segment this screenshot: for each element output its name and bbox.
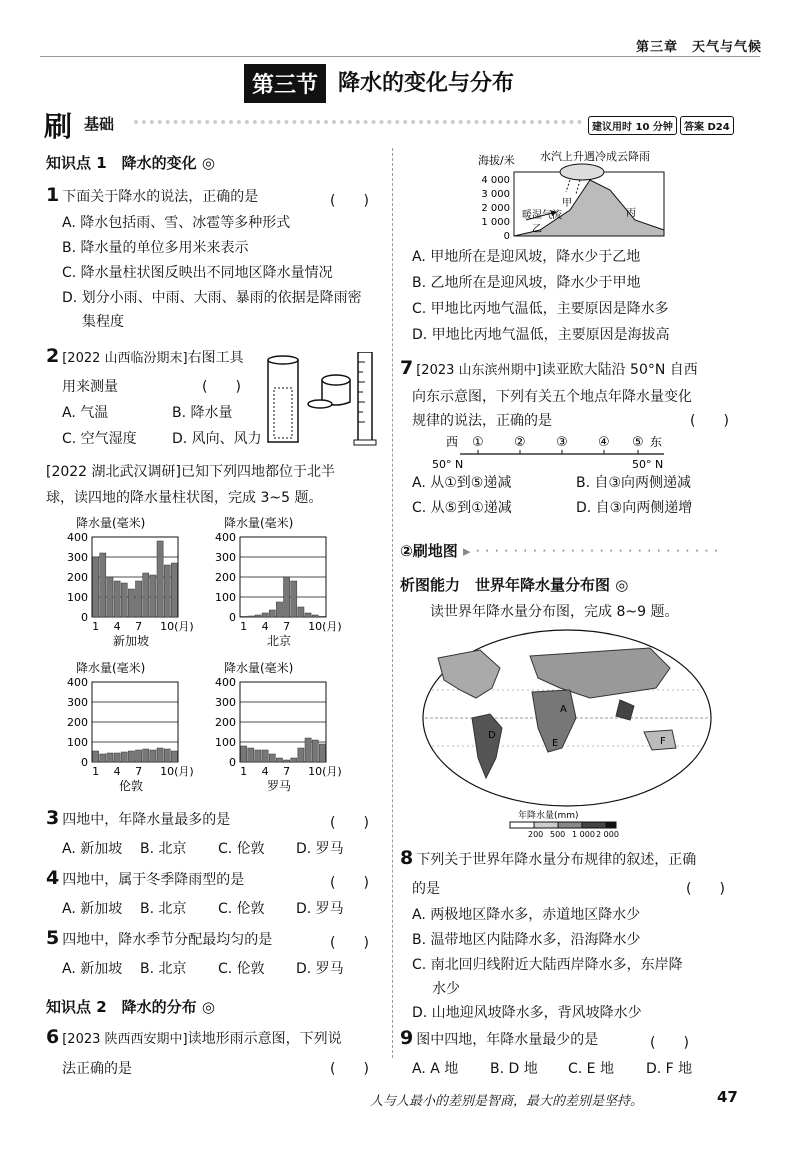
y-tick-label: 200 [67, 571, 88, 584]
bar [107, 753, 113, 762]
q5-option-c: C. 伦敦 [218, 961, 265, 977]
q9-option-b: B. D 地 [490, 1061, 538, 1077]
q5-option-a: A. 新加坡 [62, 961, 123, 977]
q7-option-d: D. 自③向两侧递增 [576, 500, 693, 516]
bar [255, 750, 261, 762]
svg-text:乙: 乙 [532, 224, 542, 235]
bar [291, 581, 297, 617]
svg-text:500: 500 [550, 830, 566, 838]
y-tick-label: 100 [67, 736, 88, 749]
q5-option-d: D. 罗马 [296, 961, 344, 977]
svg-text:丙: 丙 [626, 208, 636, 219]
bar [93, 751, 99, 762]
svg-text:1 000: 1 000 [572, 830, 595, 838]
bar [93, 557, 99, 617]
svg-text:2 000: 2 000 [481, 203, 510, 214]
chart-ylabel: 降水量(毫米) [224, 661, 294, 675]
q6-text-cont: 法正确的是 [62, 1061, 132, 1077]
y-tick-label: 300 [67, 696, 88, 709]
bar [157, 748, 163, 762]
y-tick-label: 400 [215, 531, 236, 544]
x-tick-label: 1 [92, 620, 100, 633]
q7-option-b: B. 自③向两侧递减 [576, 475, 692, 491]
x-tick-label: 7 [135, 620, 143, 633]
bar [143, 573, 149, 617]
header-rule [40, 56, 760, 57]
bar [319, 744, 325, 762]
world-precipitation-map [420, 628, 714, 842]
section-number: 第三节 [244, 64, 326, 103]
y-tick-label: 300 [67, 551, 88, 564]
target-icon: ◎ [201, 154, 215, 172]
svg-text:暖湿气流: 暖湿气流 [522, 210, 562, 221]
x-tick-label: 1 [240, 620, 248, 633]
bar [157, 541, 163, 617]
y-tick-label: 100 [67, 591, 88, 604]
q7-text-cont: 向东示意图，下列有关五个地点年降水量变化 [412, 389, 692, 405]
bar [269, 610, 275, 617]
q4-option-d: D. 罗马 [296, 901, 344, 917]
bar [128, 589, 134, 617]
svg-text:东: 东 [650, 435, 663, 449]
svg-text:E: E [552, 738, 559, 749]
bar [312, 740, 318, 762]
bar [100, 754, 106, 762]
chart-london [48, 660, 198, 804]
q9-option-d: D. F 地 [646, 1061, 693, 1077]
svg-text:0: 0 [503, 231, 510, 242]
bar [143, 749, 149, 762]
bar [136, 581, 142, 617]
y-tick-label: 0 [229, 756, 236, 769]
chart-title: 北京 [266, 634, 292, 648]
bar [114, 753, 120, 762]
x-tick-label: 7 [283, 620, 291, 633]
q9-option-c: C. E 地 [568, 1061, 614, 1077]
time-tag: 建议用时 10 分钟 [588, 116, 677, 135]
q7-text-cont2: 规律的说法，正确的是 [412, 413, 552, 429]
q6-option-d: D. 甲地比丙地气温低，主要原因是海拔高 [412, 327, 670, 343]
bar [298, 748, 304, 762]
bar [171, 563, 177, 617]
svg-text:F: F [660, 736, 666, 747]
knowledge-point-2: 知识点 2 降水的分布 ◎ [46, 998, 215, 1016]
q4-option-b: B. 北京 [140, 901, 187, 917]
q1-answer-paren: ( ) [330, 193, 369, 209]
bar [128, 751, 134, 762]
y-tick-label: 300 [215, 551, 236, 564]
bar [114, 581, 120, 617]
x-tick-label: 4 [113, 620, 121, 633]
brush-map-icon: ② [400, 542, 413, 560]
basic-label: 基础 [84, 115, 115, 133]
svg-text:①: ① [472, 435, 484, 450]
legend-title: 年降水量(mm) [518, 811, 579, 821]
question-7: 7 [2023 山东滨州期中]读亚欧大陆沿 50°N 自西 [400, 357, 698, 379]
bar [164, 565, 170, 617]
svg-text:200: 200 [528, 830, 544, 838]
bar [136, 750, 142, 762]
q6-answer-paren: ( ) [330, 1061, 369, 1077]
knowledge-point-1: 知识点 1 降水的变化 ◎ [46, 154, 215, 172]
svg-text:1 000: 1 000 [481, 217, 510, 228]
map-intro: 读世界年降水量分布图，完成 8~9 题。 [430, 604, 679, 620]
bar [291, 758, 297, 762]
q2-option-c: C. 空气湿度 [62, 431, 137, 447]
bar [269, 754, 275, 762]
dotted-rule [134, 120, 582, 124]
y-tick-label: 0 [81, 756, 88, 769]
q3-option-d: D. 罗马 [296, 841, 344, 857]
q8-option-c: C. 南北回归线附近大陆西岸降水多，东岸降 [412, 957, 683, 973]
bar [276, 758, 282, 762]
q6-option-a: A. 甲地所在是迎风坡，降水少于乙地 [412, 249, 641, 265]
map-brush-label: ②刷地图 ▸ · · · · · · · · · · · · · · · · · · · · · · · · · · [400, 542, 719, 560]
q1-option-d-cont: 集程度 [82, 314, 124, 330]
question-9: 9 图中四地，年降水量最少的是 [400, 1027, 599, 1049]
bar [100, 553, 106, 617]
bar [248, 616, 254, 617]
brush-logo: 刷 [44, 110, 73, 143]
y-tick-label: 200 [215, 716, 236, 729]
bar-chart-svg [196, 515, 346, 655]
svg-text:4 000: 4 000 [481, 175, 510, 186]
bar [241, 616, 247, 617]
x-tick-label: 1 [240, 765, 248, 778]
y-tick-label: 300 [215, 696, 236, 709]
running-header: 第三章 天气与气候 [635, 40, 762, 55]
target-icon: ◎ [615, 576, 629, 594]
svg-text:2 000: 2 000 [596, 830, 619, 838]
q1-option-d: D. 划分小雨、中雨、大雨、暴雨的依据是降雨密 [62, 290, 362, 306]
q8-text-cont: 的是 [412, 881, 440, 897]
target-icon: ◎ [201, 998, 215, 1016]
bar [241, 746, 247, 762]
svg-text:②: ② [514, 435, 526, 450]
bar [312, 615, 318, 617]
y-tick-label: 100 [215, 591, 236, 604]
bar [298, 607, 304, 617]
svg-text:③: ③ [556, 435, 568, 450]
column-divider [392, 148, 393, 1058]
question-1: 1 下面关于降水的说法，正确的是 [46, 184, 259, 206]
q4-option-a: A. 新加坡 [62, 901, 123, 917]
section-title: 降水的变化与分布 [338, 70, 515, 96]
q6-option-c: C. 甲地比丙地气温低，主要原因是降水多 [412, 301, 669, 317]
svg-text:⑤: ⑤ [632, 435, 644, 450]
q8-answer-paren: ( ) [686, 881, 725, 897]
q8-option-b: B. 温带地区内陆降水多，沿海降水少 [412, 932, 641, 948]
bar [164, 749, 170, 762]
bar [284, 577, 290, 617]
bar [171, 751, 177, 762]
footer-motto: 人与人最小的差别是智商，最大的差别是坚持。 [370, 1094, 644, 1109]
question-5: 5 四地中，降水季节分配最均匀的是 [46, 927, 273, 949]
y-tick-label: 400 [67, 531, 88, 544]
svg-text:④: ④ [598, 435, 610, 450]
bar-chart-svg [48, 660, 198, 800]
q3-option-b: B. 北京 [140, 841, 187, 857]
svg-text:50° N: 50° N [632, 458, 664, 471]
page-number: 47 [717, 1088, 738, 1106]
answer-tag: 答案 D24 [680, 116, 734, 135]
q3-option-a: A. 新加坡 [62, 841, 123, 857]
orographic-rain-diagram [470, 150, 670, 250]
chart-title: 新加坡 [112, 634, 150, 648]
q1-option-b: B. 降水量的单位多用米来表示 [62, 240, 249, 256]
q9-answer-paren: ( ) [650, 1035, 689, 1051]
q1-option-a: A. 降水包括雨、雪、冰雹等多种形式 [62, 215, 291, 231]
y-tick-label: 100 [215, 736, 236, 749]
x-tick-label: 10(月) [308, 765, 342, 778]
q2-option-b: B. 降水量 [172, 405, 233, 421]
q2-text-cont: 用来测量 [62, 379, 118, 395]
q2-answer-paren: ( ) [202, 379, 241, 395]
bar [305, 738, 311, 762]
bar [276, 602, 282, 617]
bar [262, 613, 268, 617]
q9-option-a: A. A 地 [412, 1061, 459, 1077]
q7-option-a: A. 从①到⑤递减 [412, 475, 512, 491]
y-tick-label: 0 [229, 611, 236, 624]
x-tick-label: 10(月) [160, 620, 194, 633]
question-2: 2 [2022 山西临汾期末]右图工具 [46, 345, 244, 367]
q5-option-b: B. 北京 [140, 961, 187, 977]
q2-option-a: A. 气温 [62, 405, 109, 421]
bar [248, 748, 254, 762]
chart-title: 罗马 [266, 779, 292, 793]
chart-ylabel: 降水量(毫米) [224, 516, 294, 530]
chart-ylabel: 降水量(毫米) [76, 661, 146, 675]
q4-answer-paren: ( ) [330, 875, 369, 891]
q7-answer-paren: ( ) [690, 413, 729, 429]
bar-chart-svg [196, 660, 346, 800]
q3-option-c: C. 伦敦 [218, 841, 265, 857]
diagram-caption: 水汽上升遇冷成云降雨 [540, 150, 650, 163]
q4-option-c: C. 伦敦 [218, 901, 265, 917]
q2-option-d: D. 风向、风力 [172, 431, 262, 447]
y-tick-label: 0 [81, 611, 88, 624]
svg-text:50° N: 50° N [432, 458, 464, 471]
chart-singapore [48, 515, 198, 659]
x-tick-label: 7 [283, 765, 291, 778]
x-tick-label: 4 [261, 765, 269, 778]
chart-ylabel: 降水量(毫米) [76, 516, 146, 530]
x-tick-label: 10(月) [160, 765, 194, 778]
bar [150, 575, 156, 617]
map-ability-title: 析图能力 世界年降水量分布图 ◎ [400, 576, 629, 594]
question-6: 6 [2023 陕西西安期中]读地形雨示意图，下列说 [46, 1026, 342, 1048]
bar [319, 616, 325, 617]
bar [150, 750, 156, 762]
bar [255, 615, 261, 617]
q3-answer-paren: ( ) [330, 815, 369, 831]
intro-3-5-line1: [2022 湖北武汉调研]已知下列四地都位于北半 [46, 464, 336, 480]
q7-option-c: C. 从⑤到①递减 [412, 500, 512, 516]
rain-gauge-illustration [262, 352, 382, 451]
x-tick-label: 1 [92, 765, 100, 778]
bar [305, 613, 311, 617]
latitude-50n-line [432, 434, 672, 476]
q6-option-b: B. 乙地所在是迎风坡，降水少于甲地 [412, 275, 641, 291]
question-8: 8 下列关于世界年降水量分布规律的叙述，正确 [400, 847, 697, 869]
question-3: 3 四地中，年降水量最多的是 [46, 807, 231, 829]
q8-option-a: A. 两极地区降水多，赤道地区降水少 [412, 907, 641, 923]
bar [107, 577, 113, 617]
chart-rome [196, 660, 346, 804]
question-4: 4 四地中，属于冬季降雨型的是 [46, 867, 245, 889]
y-tick-label: 400 [215, 676, 236, 689]
chart-title: 伦敦 [118, 779, 144, 793]
y-tick-label: 400 [67, 676, 88, 689]
x-tick-label: 4 [261, 620, 269, 633]
bar-chart-svg [48, 515, 198, 655]
bar [121, 583, 127, 617]
x-tick-label: 7 [135, 765, 143, 778]
q1-option-c: C. 降水量柱状图反映出不同地区降水量情况 [62, 265, 333, 281]
y-tick-label: 200 [215, 571, 236, 584]
svg-text:A: A [560, 704, 567, 715]
bar [121, 752, 127, 762]
q8-option-d: D. 山地迎风坡降水多，背风坡降水少 [412, 1005, 642, 1021]
svg-text:西: 西 [446, 435, 459, 449]
intro-3-5-line2: 球，读四地的降水量柱状图，完成 3~5 题。 [46, 490, 323, 506]
y-tick-label: 200 [67, 716, 88, 729]
x-tick-label: 10(月) [308, 620, 342, 633]
svg-text:甲: 甲 [562, 198, 572, 209]
bar [262, 750, 268, 762]
bar [284, 760, 290, 762]
svg-text:D: D [488, 730, 496, 741]
chart-beijing [196, 515, 346, 659]
x-tick-label: 4 [113, 765, 121, 778]
q8-option-c-cont: 水少 [432, 981, 460, 997]
svg-text:3 000: 3 000 [481, 189, 510, 200]
q5-answer-paren: ( ) [330, 935, 369, 951]
diagram-ylabel: 海拔/米 [478, 154, 515, 167]
